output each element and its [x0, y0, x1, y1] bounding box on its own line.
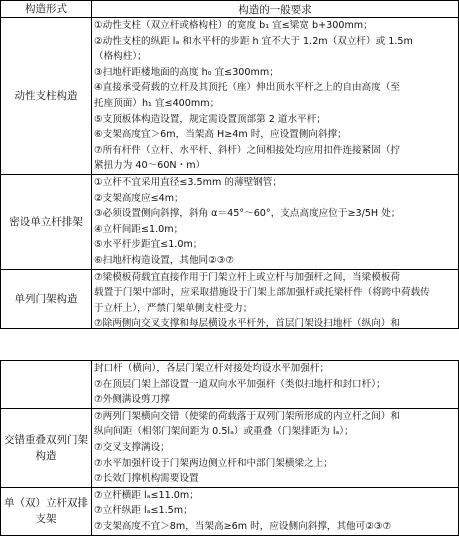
requirement-line: ⑦立杆横距 lₐ≤11.0m；	[94, 489, 199, 501]
row-label: 单列门架构造	[1, 269, 92, 329]
requirement-line: 托座顶面）h₁ 宜≤400mm；	[94, 97, 220, 109]
table-header-row	[1, 1, 459, 18]
requirement-line: ⑤水平杆步距宜≤1.0m；	[94, 239, 203, 251]
table-row	[1, 408, 459, 487]
requirement-line: ①立杆不宜采用直径≤3.5mm 的薄壁钢管；	[94, 176, 282, 188]
table-row	[1, 18, 459, 175]
table-row	[1, 487, 459, 535]
row-label: 动性支柱构造	[1, 18, 92, 175]
requirement-line: ⑦外侧满设剪刀撑	[94, 394, 170, 406]
table-row	[1, 269, 459, 329]
requirement-line: ⑤支顶板体构造设置，规定需设置顶部第 2 道水平杆；	[94, 113, 326, 125]
requirement-line: ⑦立杆纵距 lₐ≤1.5m；	[94, 505, 193, 517]
requirement-line: ⑦交叉支撑满设；	[94, 441, 170, 453]
requirement-line: 封口杆（横向），各层门架立杆对接处均设水平加强杆；	[94, 363, 330, 374]
requirement-line: ⑦两列门架横向交错（使梁的荷载落于双列门架所形成的内立杆之间）和	[94, 410, 401, 422]
requirement-line: 纵向间距（相邻门架间距为 0.5lₐ）或重叠（门架排距为 lₐ）；	[94, 426, 354, 438]
table-row	[1, 174, 459, 269]
requirement-line: ④直接承受荷载的立杆及其顶托（座）伸出顶水平杆之上的自由高度（至	[94, 82, 401, 94]
row-label: 单（双）立杆双排支架	[1, 487, 92, 535]
row-label: 交错重叠双列门架构造	[1, 408, 92, 487]
row-label: 密设单立杆排架	[1, 174, 92, 269]
header-construction-form: 构造形式	[1, 1, 92, 18]
row-requirements	[92, 361, 459, 409]
header-general-requirements: 构造的一般要求	[92, 1, 459, 18]
requirement-line: ②动性支柱的纵距 lₐ 和水平杆的步距 h 宜不大于 1.2m（双立杆）或 1.5m	[94, 35, 413, 47]
requirement-line: ③必须设置侧向斜撑，斜角 α＝45°～60°，支点高度应位于≥3/5H 处；	[94, 208, 401, 220]
requirement-line: 于立杆上），严禁门架单侧支柱受力；	[94, 302, 253, 314]
requirement-line: 载置于门架中部时，应采取措施设于门架上部加强杆或托梁杆件（将跨中荷载传	[94, 287, 430, 299]
row-label	[1, 361, 92, 409]
requirement-line: ⑦支架高度不宜＞8m，当架高≥6m 时，应设侧向斜撑，其他可②③⑦	[94, 520, 392, 532]
row-requirements	[92, 408, 459, 487]
requirement-line: ⑦梁模板荷载宜直接作用于门架立杆上或立杆与加强杆之间，当梁模板荷	[94, 271, 401, 283]
row-requirements	[92, 174, 459, 269]
requirement-line: ②支架高度应≤4m；	[94, 192, 184, 204]
page-break-gap	[0, 351, 459, 360]
requirement-line: ⑥支架高度宜＞6m，当架高 H≥4m 时，应设置侧向斜撑；	[94, 129, 347, 141]
row-requirements	[92, 487, 459, 535]
requirement-line: ⑦所有杆件（立杆、水平杆、斜杆）之间相接处均应用扣件连接紧固（拧	[94, 144, 401, 156]
requirement-line: 紧扭力为 40～60N・m）	[94, 160, 206, 172]
requirement-line: ③扫地杆距楼地面的高度 h₀ 宜≤300mm；	[94, 66, 279, 78]
requirement-line: ⑦水平加强杆设于门架两边侧立杆和中部门架横梁之上；	[94, 457, 333, 469]
table-row	[1, 361, 459, 409]
requirement-line: （格构柱）；	[94, 51, 147, 63]
row-requirements	[92, 18, 459, 175]
requirement-line: ⑦在顶层门架上部设置一道双向水平加强杆（类似扫地杆和封口杆）；	[94, 378, 386, 390]
construction-table-lower	[0, 360, 459, 536]
requirement-line: ①动性支柱（双立杆或格构柱）的宽度 b₁ 宜≤梁宽 b+300mm；	[94, 20, 373, 31]
requirement-line: ⑦长效门撑机构需要设置	[94, 473, 199, 485]
row-requirements	[92, 269, 459, 329]
requirement-line: ⑦除两侧向交叉支撑和每层横设水平杆外，首层门架设扫地杆（纵向）和	[94, 318, 401, 329]
requirement-line: ④立杆间距≤1.0m；	[94, 223, 184, 235]
requirement-line: ⑥扫地杆构造设置，其他同②③⑦	[94, 254, 234, 266]
